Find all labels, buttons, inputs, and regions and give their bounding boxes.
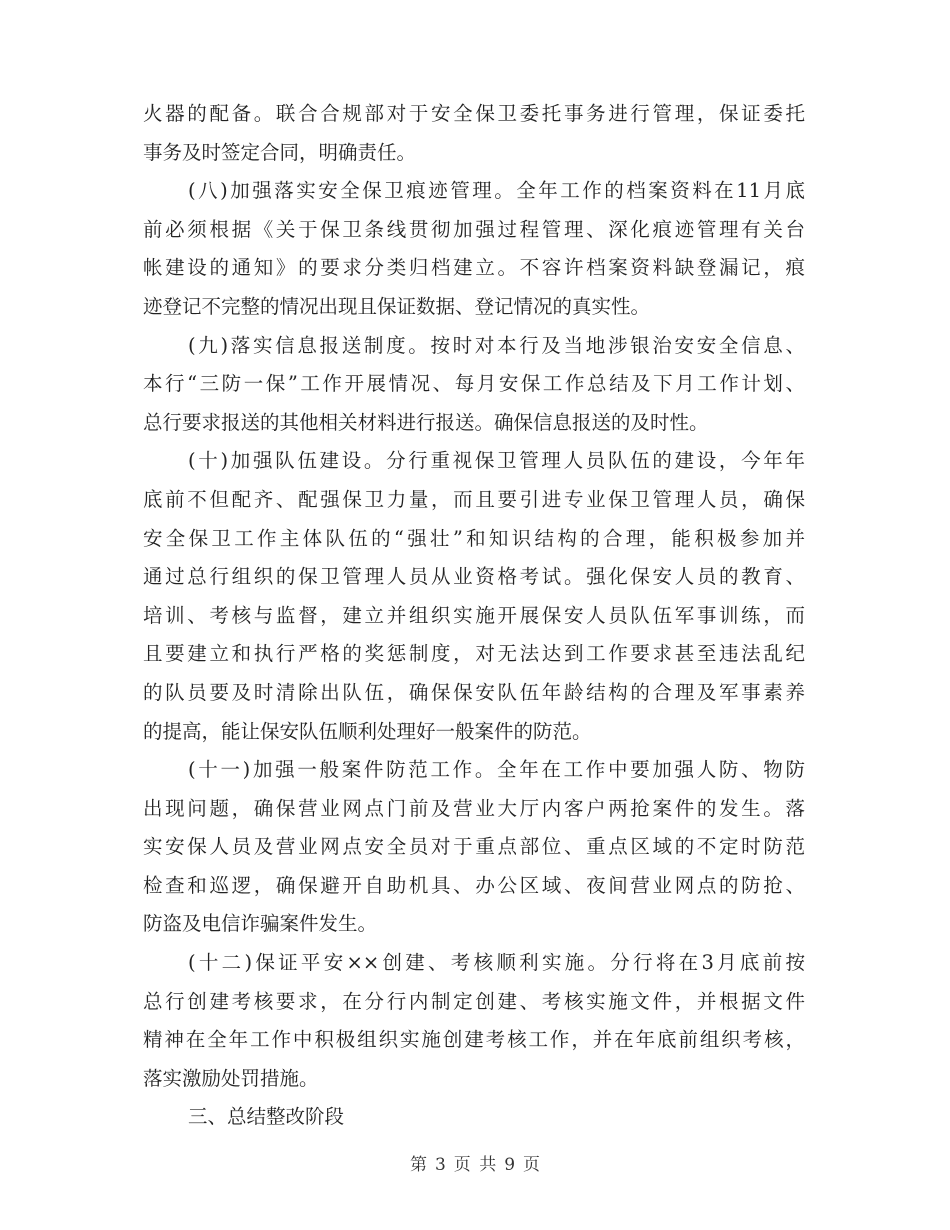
text-line: 的队员要及时清除出队伍，确保保安队伍年龄结构的合理及军事素养 — [143, 680, 805, 704]
footer-total-pages: 9 — [504, 1155, 516, 1175]
text-line: 底前不但配齐、配强保卫力量，而且要引进专业保卫管理人员，确保 — [143, 487, 805, 511]
footer-page-mid: 页 共 — [453, 1155, 497, 1175]
footer-page-prefix: 第 — [409, 1155, 427, 1175]
text-line: 防盗及电信诈骗案件发生。 — [143, 912, 378, 936]
text-line: 的提高，能让保安队伍顺利处理好一般案件的防范。 — [143, 719, 592, 743]
text-line: 总行要求报送的其他相关材料进行报送。确保信息报送的及时性。 — [143, 410, 709, 434]
text-line: 培训、考核与监督，建立并组织实施开展保安人员队伍军事训练，而 — [143, 603, 805, 627]
text-line: 实安保人员及营业网点安全员对于重点部位、重点区域的不定时防范 — [143, 835, 805, 859]
text-line: 出现问题，确保营业网点门前及营业大厅内客户两抢案件的发生。落 — [143, 796, 805, 820]
text-line: 且要建立和执行严格的奖惩制度，对无法达到工作要求甚至违法乱纪 — [143, 642, 805, 666]
footer-page-suffix: 页 — [523, 1155, 541, 1175]
text-line: 精神在全年工作中积极组织实施创建考核工作，并在年底前组织考核， — [143, 1028, 805, 1052]
text-line: 帐建设的通知》的要求分类归档建立。不容许档案资料缺登漏记，痕 — [143, 256, 805, 280]
footer-page-number: 3 — [434, 1155, 446, 1175]
text-line: 迹登记不完整的情况出现且保证数据、登记情况的真实性。 — [143, 294, 651, 318]
text-line: 总行创建考核要求，在分行内制定创建、考核实施文件，并根据文件 — [143, 989, 805, 1013]
text-line: 本行“三防一保”工作开展情况、每月安保工作总结及下月工作计划、 — [143, 372, 805, 396]
document-body — [143, 95, 805, 1137]
text-line: (十二)保证平安××创建、考核顺利实施。分行将在3月底前按 — [188, 951, 805, 975]
text-line: 通过总行组织的保卫管理人员从业资格考试。强化保安人员的教育、 — [143, 565, 805, 589]
text-line: 三、总结整改阶段 — [188, 1105, 345, 1129]
page-footer — [0, 1150, 950, 1175]
text-line: 检查和巡逻，确保避开自助机具、办公区域、夜间营业网点的防抢、 — [143, 873, 805, 897]
text-line: 前必须根据《关于保卫条线贯彻加强过程管理、深化痕迹管理有关台 — [143, 217, 805, 241]
text-line: 火器的配备。联合合规部对于安全保卫委托事务进行管理，保证委托 — [143, 102, 805, 125]
text-line: (十一)加强一般案件防范工作。全年在工作中要加强人防、物防 — [188, 758, 805, 782]
text-line: 落实激励处罚措施。 — [143, 1066, 319, 1090]
text-line: (八)加强落实安全保卫痕迹管理。全年工作的档案资料在11月底 — [188, 179, 805, 203]
text-line: (十)加强队伍建设。分行重视保卫管理人员队伍的建设，今年年 — [188, 449, 805, 473]
text-line: 事务及时签定合同，明确责任。 — [143, 140, 417, 164]
text-line: 安全保卫工作主体队伍的“强壮”和知识结构的合理，能积极参加并 — [143, 526, 805, 550]
text-line: (九)落实信息报送制度。按时对本行及当地涉银治安安全信息、 — [188, 333, 805, 357]
